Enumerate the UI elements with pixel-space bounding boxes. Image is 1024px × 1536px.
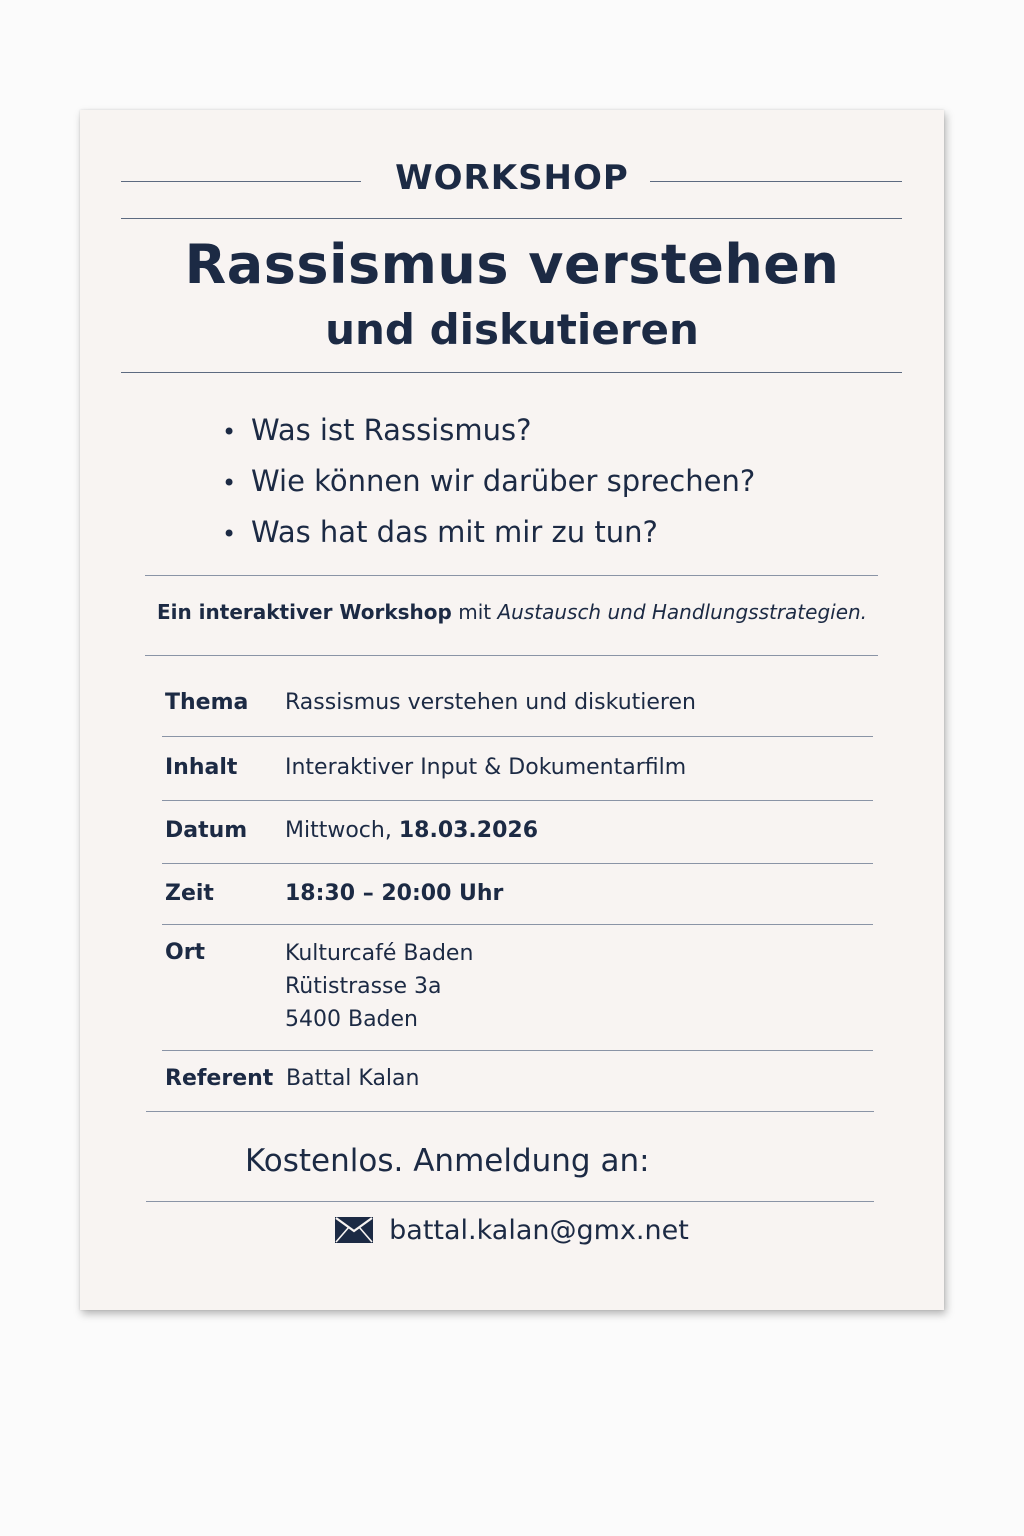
thema-value: Rassismus verstehen und diskutieren	[285, 690, 696, 715]
tagline-plain: mit	[458, 600, 492, 624]
table-bottom-rule	[146, 1111, 874, 1112]
registration-rule	[146, 1201, 874, 1202]
row-divider	[162, 863, 873, 864]
question-list	[222, 405, 755, 558]
datum-value	[285, 818, 538, 843]
referent-label: Referent	[165, 1066, 274, 1091]
envelope-icon	[335, 1217, 373, 1250]
tagline	[80, 600, 944, 624]
zeit-value: 18:30 – 20:00 Uhr	[285, 881, 504, 906]
list-item: • Was ist Rassismus?	[222, 405, 755, 456]
list-item: • Wie können wir darüber sprechen?	[222, 456, 755, 507]
email-line	[80, 1215, 944, 1250]
inhalt-value: Interaktiver Input & Dokumentarfilm	[285, 755, 687, 780]
ort-label: Ort	[165, 940, 206, 965]
workshop-poster	[80, 110, 944, 1310]
thema-label: Thema	[165, 690, 249, 715]
list-item: • Was hat das mit mir zu tun?	[222, 507, 755, 558]
title-top-rule	[121, 218, 902, 219]
ort-address	[285, 937, 473, 1036]
inhalt-label: Inhalt	[165, 755, 238, 780]
registration-text: Kostenlos. Anmeldung an:	[245, 1143, 650, 1179]
bullet-icon: •	[222, 469, 237, 497]
tagline-top-rule	[145, 575, 878, 576]
row-divider	[162, 924, 873, 925]
poster-subtitle: und diskutieren	[325, 305, 699, 354]
row-divider	[162, 1050, 873, 1051]
ort-line: Kulturcafé Baden	[285, 941, 474, 966]
bullet-icon: •	[222, 520, 237, 548]
workshop-kicker: WORKSHOP	[395, 158, 629, 198]
poster-title: Rassismus verstehen	[184, 233, 840, 296]
tagline-italic: Austausch und Handlungsstrategien.	[497, 600, 868, 624]
zeit-label: Zeit	[165, 881, 214, 906]
row-divider	[162, 800, 873, 801]
tagline-bold: Ein interaktiver Workshop	[156, 600, 452, 624]
row-divider	[162, 736, 873, 737]
tagline-bottom-rule	[145, 655, 878, 656]
title-bottom-rule	[121, 372, 902, 373]
datum-label: Datum	[165, 818, 248, 843]
bullet-icon: •	[222, 418, 237, 446]
datum-date: 18.03.2026	[398, 818, 539, 843]
ort-line: 5400 Baden	[285, 1007, 418, 1032]
email-link[interactable]: battal.kalan@gmx.net	[389, 1215, 689, 1246]
datum-weekday: Mittwoch,	[285, 818, 392, 843]
ort-line: Rütistrasse 3a	[285, 974, 442, 999]
referent-value: Battal Kalan	[286, 1066, 420, 1091]
